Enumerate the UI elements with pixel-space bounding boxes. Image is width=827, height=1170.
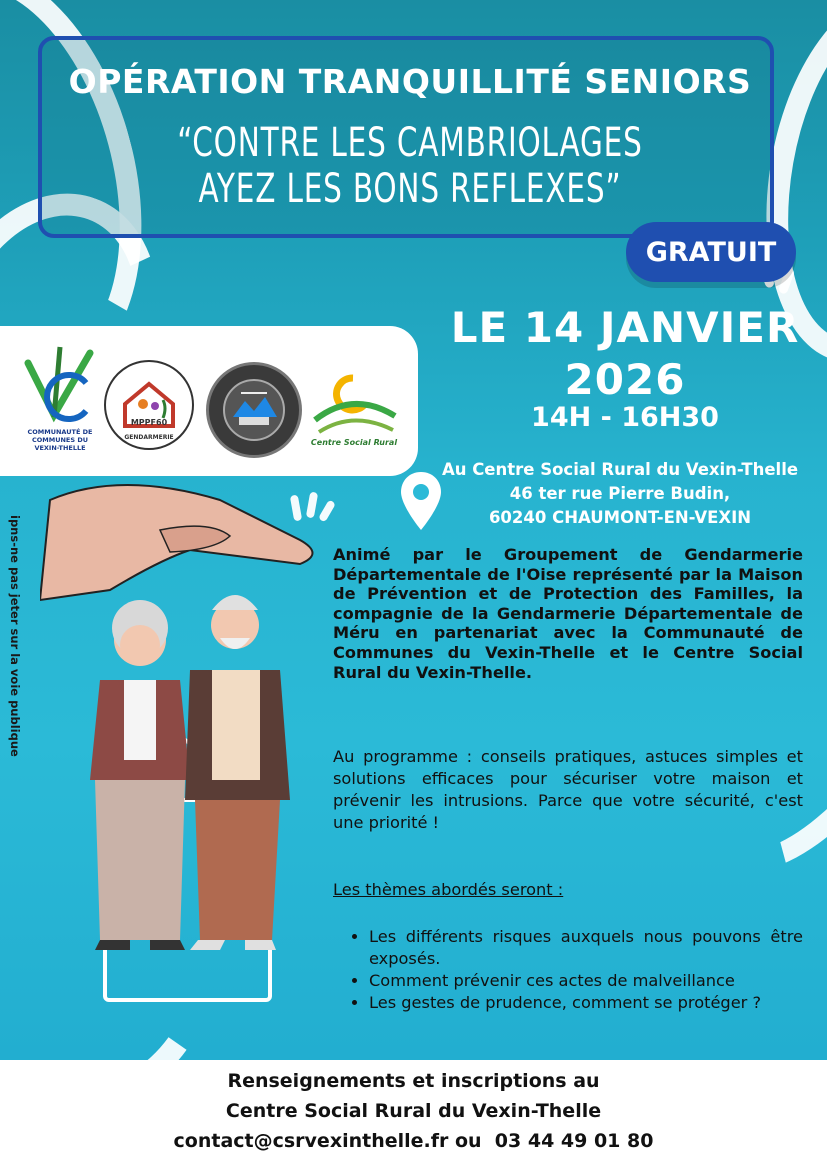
list-item: • Les différents risques auxquels nous pouvons être exposés. [369, 926, 803, 970]
partner-logos-panel [0, 326, 418, 476]
ccvt-logo-icon [20, 345, 100, 435]
footer-contact: contact@csrvexinthelle.fr ou 03 44 49 01 80 [173, 1130, 654, 1152]
intro-paragraph: Animé par le Groupement de Gendarmerie Départementale de l'Oise représenté par la Maison de Prévention et de Protection des Familles, la compagnie de la Gendarmerie Départementale de Méru en partenariat avec la Communauté de Communes du Vexin-Thelle et le Centre Social Rural du Vexin-Thelle. [333, 545, 803, 682]
mppf60-label: MPPF60 [130, 418, 168, 427]
centre-social-rural-logo [306, 356, 402, 456]
programme-paragraph: Au programme : conseils pratiques, astuces simples et solutions efficaces pour sécuriser votre maison et prévenir les intrusions. Parce que votre sécurité, c'est une priorité ! [333, 747, 803, 832]
event-address [440, 458, 800, 530]
slogan [108, 120, 712, 212]
gendarmerie-emblem-icon [221, 377, 287, 443]
csr-emblem-icon [309, 370, 399, 442]
list-item: • Les gestes de prudence, comment se protéger ? [369, 992, 803, 1014]
mppf60-logo [104, 360, 194, 450]
contact-footer [0, 1066, 827, 1156]
event-date-line-2: 2026 [564, 355, 686, 404]
list-item: • Comment prévenir ces actes de malveillance [369, 970, 803, 992]
themes-heading: Les thèmes abordés seront : [333, 880, 564, 899]
free-badge: GRATUIT [626, 222, 796, 282]
gendarmerie-logo [206, 362, 302, 458]
address-line-1: Au Centre Social Rural du Vexin-Thelle [441, 460, 799, 479]
slogan-line-1: “CONTRE LES CAMBRIOLAGES [177, 120, 643, 166]
senior-couple-illustration [40, 480, 360, 1020]
address-line-2: 46 ter rue Pierre Budin, [509, 484, 731, 503]
event-date-line-1: LE 14 JANVIER [450, 303, 800, 352]
ccvt-caption: COMMUNAUTÉ DE COMMUNES DU VEXIN-THELLE [27, 428, 93, 452]
legal-side-note [6, 515, 24, 785]
event-time: 14H - 16H30 [531, 402, 719, 433]
slogan-line-2: AYEZ LES BONS REFLEXES” [198, 166, 622, 212]
csr-caption: Centre Social Rural [310, 438, 398, 447]
ccvt-logo [20, 332, 100, 452]
page-title: OPÉRATION TRANQUILLITÉ SENIORS [68, 62, 752, 101]
address-line-3: 60240 CHAUMONT-EN-VEXIN [488, 508, 752, 527]
location-pin-icon [397, 470, 445, 532]
footer-line-1: Renseignements et inscriptions au [227, 1070, 600, 1092]
legal-side-note-text: ipns-ne pas jeter sur la voie publique [8, 515, 22, 757]
event-date [440, 302, 810, 406]
footer-line-2: Centre Social Rural du Vexin-Thelle [225, 1100, 602, 1122]
title-box [38, 36, 774, 238]
themes-list [333, 926, 803, 1014]
mppf60-caption: GENDARMERIE [124, 434, 174, 441]
